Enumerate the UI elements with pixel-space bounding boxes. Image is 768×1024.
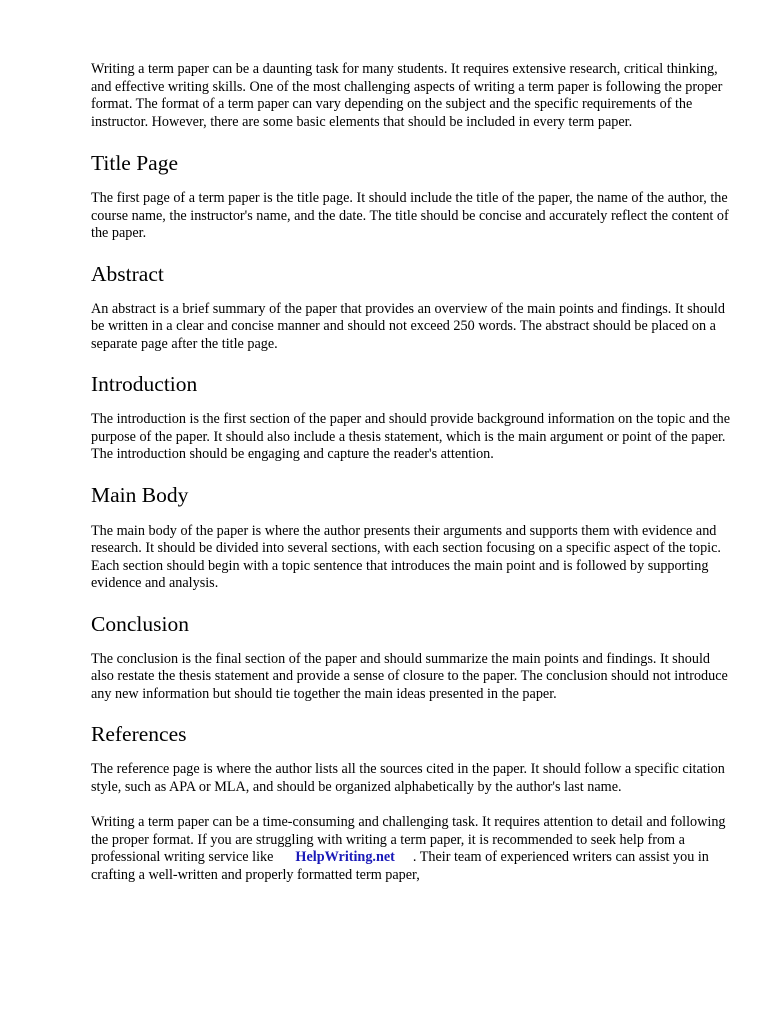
section-abstract [91, 261, 731, 354]
section-body: The reference page is where the author lists all the sources cited in the paper. It should follow a specific citation style, such as APA or MLA, and should be organized alphabetically by the author's last name. [91, 761, 725, 795]
section-body: The main body of the paper is where the author presents their arguments and supports them with evidence and research. It should be divided into several sections, with each section focusing on a specific aspect of the topic. Each section should begin with a topic sentence that introduces the main point and is followed by supporting evidence and analysis. [91, 522, 721, 591]
section-body: The introduction is the first section of the paper and should provide background information on the topic and the purpose of the paper. It should also include a thesis statement, which is the main argument or point of the paper. The introduction should be engaging and capture the reader's attention. [91, 411, 731, 462]
section-heading: Title Page [91, 151, 179, 175]
section-body: An abstract is a brief summary of the paper that provides an overview of the main points and findings. It should be written in a clear and concise manner and should not exceed 250 words. The abstract should be placed on a separate page after the title page. [91, 300, 725, 352]
section-references [91, 721, 731, 796]
section-body: The first page of a term paper is the title page. It should include the title of the paper, the name of the author, the course name, the instructor's name, and the date. The title should be concise and accurately reflect the content of the paper. [91, 190, 729, 241]
intro-paragraph: Writing a term paper can be a daunting task for many students. It requires extensive research, critical thinking, and effective writing skills. One of the most challenging aspects of writing a term paper is following the proper format. The format of a term paper can vary depending on the subject and the specific requirements of the instructor. However, there are some basic elements that should be included in every term paper. [91, 61, 723, 130]
closing-text-before-link: Writing a term paper can be a time-consuming and challenging task. It requires attention to detail and following the proper format. If you are struggling with writing a term paper, it is recommended to seek help from a professional writing service like [91, 814, 726, 865]
section-heading: References [91, 722, 187, 746]
section-heading: Main Body [91, 482, 189, 507]
section-conclusion [91, 611, 731, 704]
section-heading: Introduction [91, 372, 198, 396]
section-body: The conclusion is the final section of the paper and should summarize the main points and findings. It should also restate the thesis statement and provide a sense of closure to the paper. The conclusion should not introduce any new information but should tie together the main ideas presented in the paper. [91, 650, 728, 702]
section-introduction [91, 371, 731, 464]
closing-paragraph [91, 814, 731, 884]
section-main-body [91, 482, 731, 593]
section-title-page [91, 150, 731, 243]
closing-text-after-link: . Their team of experienced writers can assist you in crafting a well-written and properly formatted term paper, [91, 849, 709, 883]
section-heading: Abstract [91, 261, 164, 286]
section-heading: Conclusion [91, 611, 189, 636]
helpwriting-link[interactable]: HelpWriting.net [295, 849, 395, 865]
document-page [91, 61, 731, 884]
